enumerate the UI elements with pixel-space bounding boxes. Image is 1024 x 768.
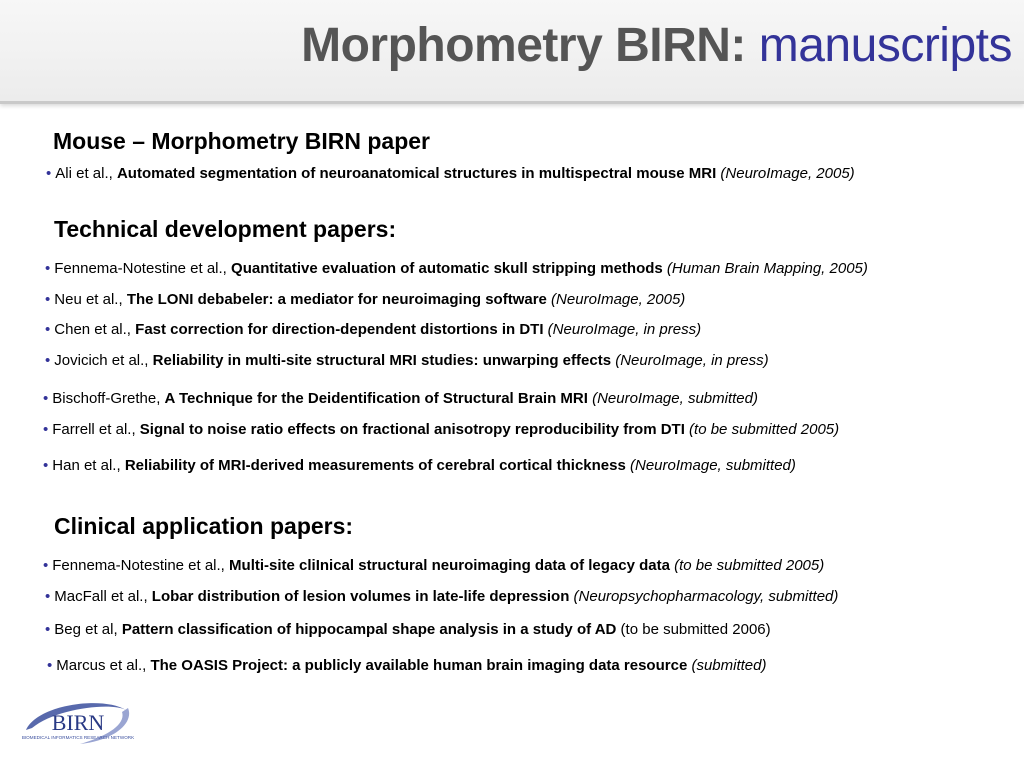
title-bar	[0, 0, 1024, 104]
reference-item	[43, 421, 839, 439]
bullet-icon: •	[45, 621, 51, 638]
ref-authors: Fennema-Notestine et al.,	[52, 557, 230, 574]
ref-authors: Marcus et al.,	[56, 657, 151, 674]
reference-item	[45, 321, 701, 339]
ref-authors: Chen et al.,	[54, 321, 136, 338]
bullet-icon: •	[46, 165, 52, 182]
section-heading-technical: Technical development papers:	[54, 216, 397, 242]
reference-item	[45, 588, 838, 606]
birn-logo-graphic	[8, 696, 148, 752]
ref-authors: Fennema-Notestine et al.,	[54, 260, 232, 277]
ref-authors: Neu et al.,	[54, 291, 127, 308]
bullet-icon: •	[43, 557, 49, 574]
ref-venue: (submitted)	[687, 657, 767, 674]
ref-venue: (NeuroImage, 2005)	[546, 291, 686, 308]
bullet-icon: •	[45, 588, 51, 605]
reference-item	[45, 621, 771, 639]
section-heading-mouse: Mouse – Morphometry BIRN paper	[53, 128, 430, 154]
ref-title: Reliability in multi-site structural MRI studies: unwarping effects	[152, 352, 612, 369]
ref-authors: Bischoff-Grethe,	[52, 390, 165, 407]
bullet-icon: •	[45, 291, 51, 308]
ref-title: Signal to noise ratio effects on fractional anisotropy reproducibility from DTI	[139, 421, 685, 438]
reference-item	[46, 165, 855, 183]
slide-title-main: Morphometry BIRN:	[301, 19, 759, 72]
bullet-icon: •	[45, 321, 51, 338]
ref-title: The LONI debabeler: a mediator for neuroimaging software	[126, 291, 547, 308]
ref-venue: (to be submitted 2005)	[684, 421, 840, 438]
ref-venue: (NeuroImage, submitted)	[625, 457, 796, 474]
ref-venue: (NeuroImage, in press)	[543, 321, 702, 338]
ref-authors: Jovicich et al.,	[54, 352, 153, 369]
ref-authors: Ali et al.,	[55, 165, 117, 182]
ref-venue: (Neuropsychopharmacology, submitted)	[569, 588, 839, 605]
ref-venue: (NeuroImage, submitted)	[587, 390, 758, 407]
ref-authors: Farrell et al.,	[52, 421, 140, 438]
reference-item	[43, 557, 824, 575]
ref-venue: (NeuroImage, in press)	[611, 352, 769, 369]
reference-item	[45, 291, 685, 309]
ref-title: The OASIS Project: a publicly available human brain imaging data resource	[150, 657, 688, 674]
ref-title: Lobar distribution of lesion volumes in late-life depression	[151, 588, 570, 605]
bullet-icon: •	[43, 457, 49, 474]
slide-title	[301, 19, 1012, 72]
ref-title: A Technique for the Deidentification of Structural Brain MRI	[164, 390, 588, 407]
ref-title: Reliability of MRI-derived measurements of cerebral cortical thickness	[124, 457, 626, 474]
ref-authors: Beg et al,	[54, 621, 122, 638]
bullet-icon: •	[45, 260, 51, 277]
bullet-icon: •	[43, 390, 49, 407]
reference-item	[47, 657, 767, 675]
ref-venue: (to be submitted 2006)	[616, 621, 771, 638]
reference-item	[45, 352, 769, 370]
section-heading-clinical: Clinical application papers:	[54, 513, 354, 539]
reference-item	[45, 260, 868, 278]
ref-title: Fast correction for direction-dependent distortions in DTI	[135, 321, 544, 338]
ref-title: Automated segmentation of neuroanatomical structures in multispectral mouse MRI	[116, 165, 717, 182]
birn-logo	[8, 696, 148, 752]
ref-venue: (to be submitted 2005)	[669, 557, 825, 574]
reference-item	[43, 457, 796, 475]
reference-item	[43, 390, 758, 408]
ref-venue: (Human Brain Mapping, 2005)	[662, 260, 868, 277]
ref-venue: (NeuroImage, 2005)	[716, 165, 855, 182]
ref-title: Pattern classification of hippocampal shape analysis in a study of AD	[121, 621, 617, 638]
bullet-icon: •	[45, 352, 51, 369]
logo-wordmark: BIRN	[51, 710, 105, 735]
bullet-icon: •	[47, 657, 53, 674]
ref-authors: MacFall et al.,	[54, 588, 152, 605]
ref-title: Quantitative evaluation of automatic skull stripping methods	[231, 260, 663, 277]
bullet-icon: •	[43, 421, 49, 438]
ref-title: Multi-site cliInical structural neuroimaging data of legacy data	[229, 557, 670, 574]
ref-authors: Han et al.,	[52, 457, 125, 474]
logo-tagline: BIOMEDICAL INFORMATICS RESEARCH NETWORK	[21, 735, 135, 740]
slide-title-accent: manuscripts	[758, 19, 1012, 72]
